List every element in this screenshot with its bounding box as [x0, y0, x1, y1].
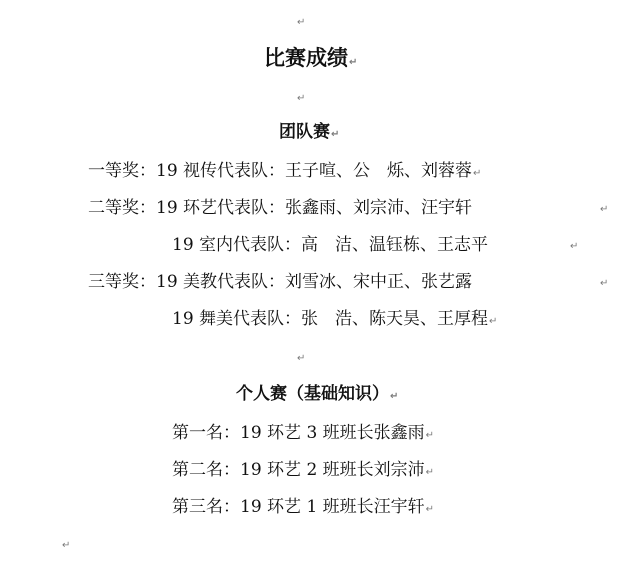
individual-heading-text: 个人赛（基础知识）	[236, 384, 389, 404]
winner-detail: 19 环艺 3 班班长张鑫雨	[240, 423, 425, 443]
team-section-heading	[279, 124, 339, 141]
prize-label: 一等奖：	[88, 161, 156, 181]
winner-detail: 19 环艺 2 班班长刘宗沛	[240, 460, 425, 480]
team-heading-text: 团队赛	[279, 122, 330, 142]
individual-result-row	[172, 499, 434, 516]
team-members: 刘雪冰、宋中正、张艺露	[285, 272, 473, 292]
individual-result-row	[172, 462, 434, 479]
team-members: 高 洁、温钰栋、王志平	[301, 235, 489, 255]
paragraph-mark: ↵	[297, 93, 306, 104]
paragraph-mark: ↵	[425, 467, 435, 478]
individual-section-heading	[236, 386, 398, 403]
individual-result-row	[172, 425, 434, 442]
paragraph-mark: ↵	[600, 278, 609, 289]
paragraph-mark: ↵	[62, 540, 71, 551]
rank-label: 第一名：	[172, 423, 240, 443]
team-result-row	[172, 311, 497, 328]
team-result-row	[88, 274, 472, 291]
team-result-row	[172, 237, 488, 254]
rank-label: 第二名：	[172, 460, 240, 480]
paragraph-mark: ↵	[349, 57, 358, 68]
paragraph-mark: ↵	[489, 316, 498, 327]
paragraph-mark: ↵	[297, 353, 306, 364]
paragraph-mark: ↵	[331, 129, 340, 140]
team-members: 张鑫雨、刘宗沛、汪宇轩	[285, 198, 473, 218]
paragraph-mark: ↵	[425, 504, 435, 515]
paragraph-mark: ↵	[425, 430, 435, 441]
paragraph-mark: ↵	[297, 17, 306, 28]
paragraph-mark: ↵	[600, 204, 609, 215]
paragraph-mark: ↵	[390, 391, 399, 402]
rank-label: 第三名：	[172, 497, 240, 517]
paragraph-mark: ↵	[570, 241, 579, 252]
team-name: 19 室内代表队：	[172, 235, 302, 255]
team-name: 19 美教代表队：	[156, 272, 286, 292]
team-name: 19 视传代表队：	[156, 161, 286, 181]
team-members: 张 浩、陈天昊、王厚程	[301, 309, 489, 329]
team-result-row	[88, 163, 481, 180]
team-name: 19 环艺代表队：	[156, 198, 286, 218]
team-name: 19 舞美代表队：	[172, 309, 302, 329]
team-result-row	[88, 200, 472, 217]
prize-label: 三等奖：	[88, 272, 156, 292]
team-members: 王子喧、公 烁、刘蓉蓉	[285, 161, 473, 181]
paragraph-mark: ↵	[473, 168, 482, 179]
winner-detail: 19 环艺 1 班班长汪宇轩	[240, 497, 425, 517]
title-text: 比赛成绩	[264, 46, 348, 70]
document-title	[264, 48, 357, 69]
prize-label: 二等奖：	[88, 198, 156, 218]
